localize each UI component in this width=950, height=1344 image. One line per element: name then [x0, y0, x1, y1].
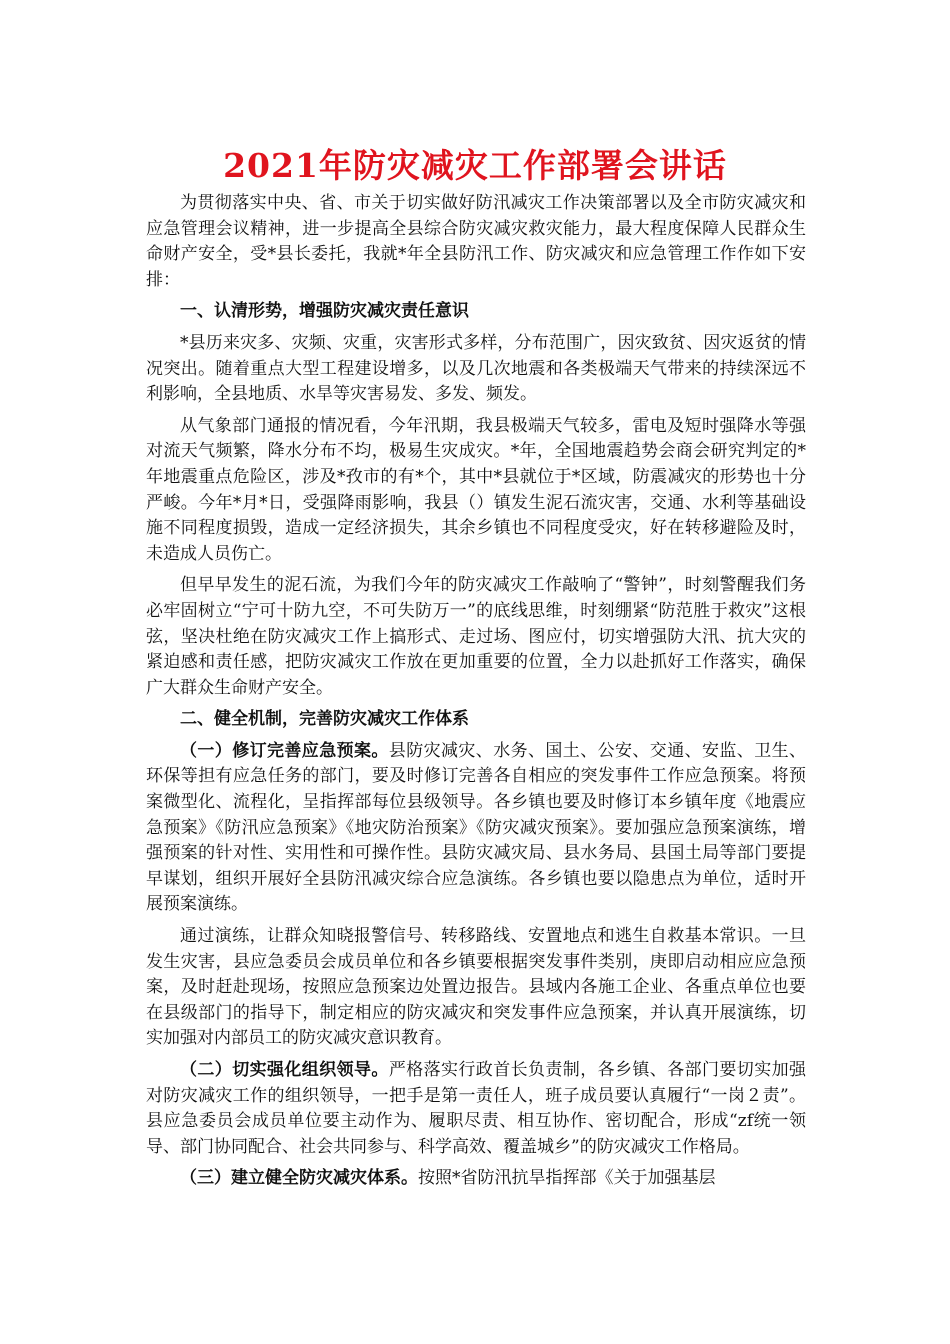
paragraph: 从气象部门通报的情况看，今年汛期，我县极端天气较多，雷电及短时强降水等强对流天气频繁，降水分布不均，极易生灾成灾。*年，全国地震趋势会商会研究判定的*年地震重点危险区，涉及*孜市的有*个，其中*县就位于*区域，防震减灾的形势也十分严峻。今年*月*日，受强降雨影响，我县（）镇发生泥石流灾害，交通、水利等基础设施不同程度损毁，造成一定经济损失，其余乡镇也不同程度受灾，好在转移避险及时，未造成人员伤亡。: [146, 415, 806, 564]
subsection-paragraph-3: [146, 1166, 806, 1192]
document-body: [146, 191, 806, 1198]
subsection-lead: （一）修订完善应急预案。: [180, 740, 389, 761]
section-heading-2: 二、健全机制，完善防灾减灾工作体系: [180, 709, 469, 730]
subsection-lead: （三）建立健全防灾减灾体系。: [180, 1168, 418, 1189]
paragraph: 但早早发生的泥石流，为我们今年的防灾减灾工作敲响了“警钟”，时刻警醒我们务必牢固树立“宁可十防九空，不可失防万一”的底线思维，时刻绷紧“防范胜于救灾”这根弦，坚决杜绝在防灾减灾工作上搞形式、走过场、图应付，切实增强防大汛、抗大灾的紧迫感和责任感，把防灾减灾工作放在更加重要的位置，全力以赴抓好工作落实，确保广大群众生命财产安全。: [146, 575, 806, 698]
section-heading-1: 一、认清形势，增强防灾减灾责任意识: [180, 301, 469, 322]
paragraph: *县历来灾多、灾频、灾重，灾害形式多样，分布范围广，因灾致贫、因灾返贫的情况突出。随着重点大型工程建设增多，以及几次地震和各类极端天气带来的持续深远不利影响，全县地质、水旱等灾害易发、多发、频发。: [146, 332, 806, 405]
subsection-paragraph-2: [146, 1058, 806, 1160]
paragraph: 通过演练，让群众知晓报警信号、转移路线、安置地点和逃生自救基本常识。一旦发生灾害，县应急委员会成员单位和各乡镇要根据突发事件类别，庚即启动相应应急预案，及时赶赴现场，按照应急预案边处置边报告。县域内各施工企业、各重点单位也要在县级部门的指导下，制定相应的防灾减灾和突发事件应急预案，并认真开展演练，切实加强对内部员工的防灾减灾意识教育。: [146, 926, 806, 1049]
intro-paragraph: 为贯彻落实中央、省、市关于切实做好防汛减灾工作决策部署以及全市防灾减灾和应急管理会议精神，进一步提高全县综合防灾减灾救灾能力，最大程度保障人民群众生命财产安全，受*县长委托，我就*年全县防汛工作、防灾减灾和应急管理工作作如下安排：: [146, 193, 806, 290]
document-title: 2021年防灾减灾工作部署会讲话: [223, 146, 727, 185]
subsection-text: 县防灾减灾、水务、国土、公安、交通、安监、卫生、环保等担有应急任务的部门，要及时修订完善各自相应的突发事件工作应急预案。将预案微型化、流程化，呈指挥部每位县级领导。各乡镇也要及时修订本乡镇年度《地震应急预案》《防汛应急预案》《地灾防治预案》《防灾减灾预案》。要加强应急预案演练，增强预案的针对性、实用性和可操作性。县防灾减灾局、县水务局、县国土局等部门要提早谋划，组织开展好全县防汛减灾综合应急演练。各乡镇也要以隐患点为单位，适时开展预案演练。: [146, 740, 807, 915]
subsection-paragraph-1: [146, 739, 806, 918]
subsection-text: 严格落实行政首长负责制，各乡镇、各部门要切实加强对防灾减灾工作的组织领导，一把手是第一责任人，班子成员要认真履行“一岗２责”。县应急委员会成员单位要主动作为、履职尽责、相互协作、密切配合，形成“zf统一领导、部门协同配合、社会共同参与、科学高效、覆盖城乡”的防灾减灾工作格局。: [146, 1060, 807, 1157]
subsection-lead: （二）切实强化组织领导。: [180, 1060, 389, 1080]
subsection-text: 按照*省防汛抗旱指挥部《关于加强基层: [418, 1168, 716, 1189]
